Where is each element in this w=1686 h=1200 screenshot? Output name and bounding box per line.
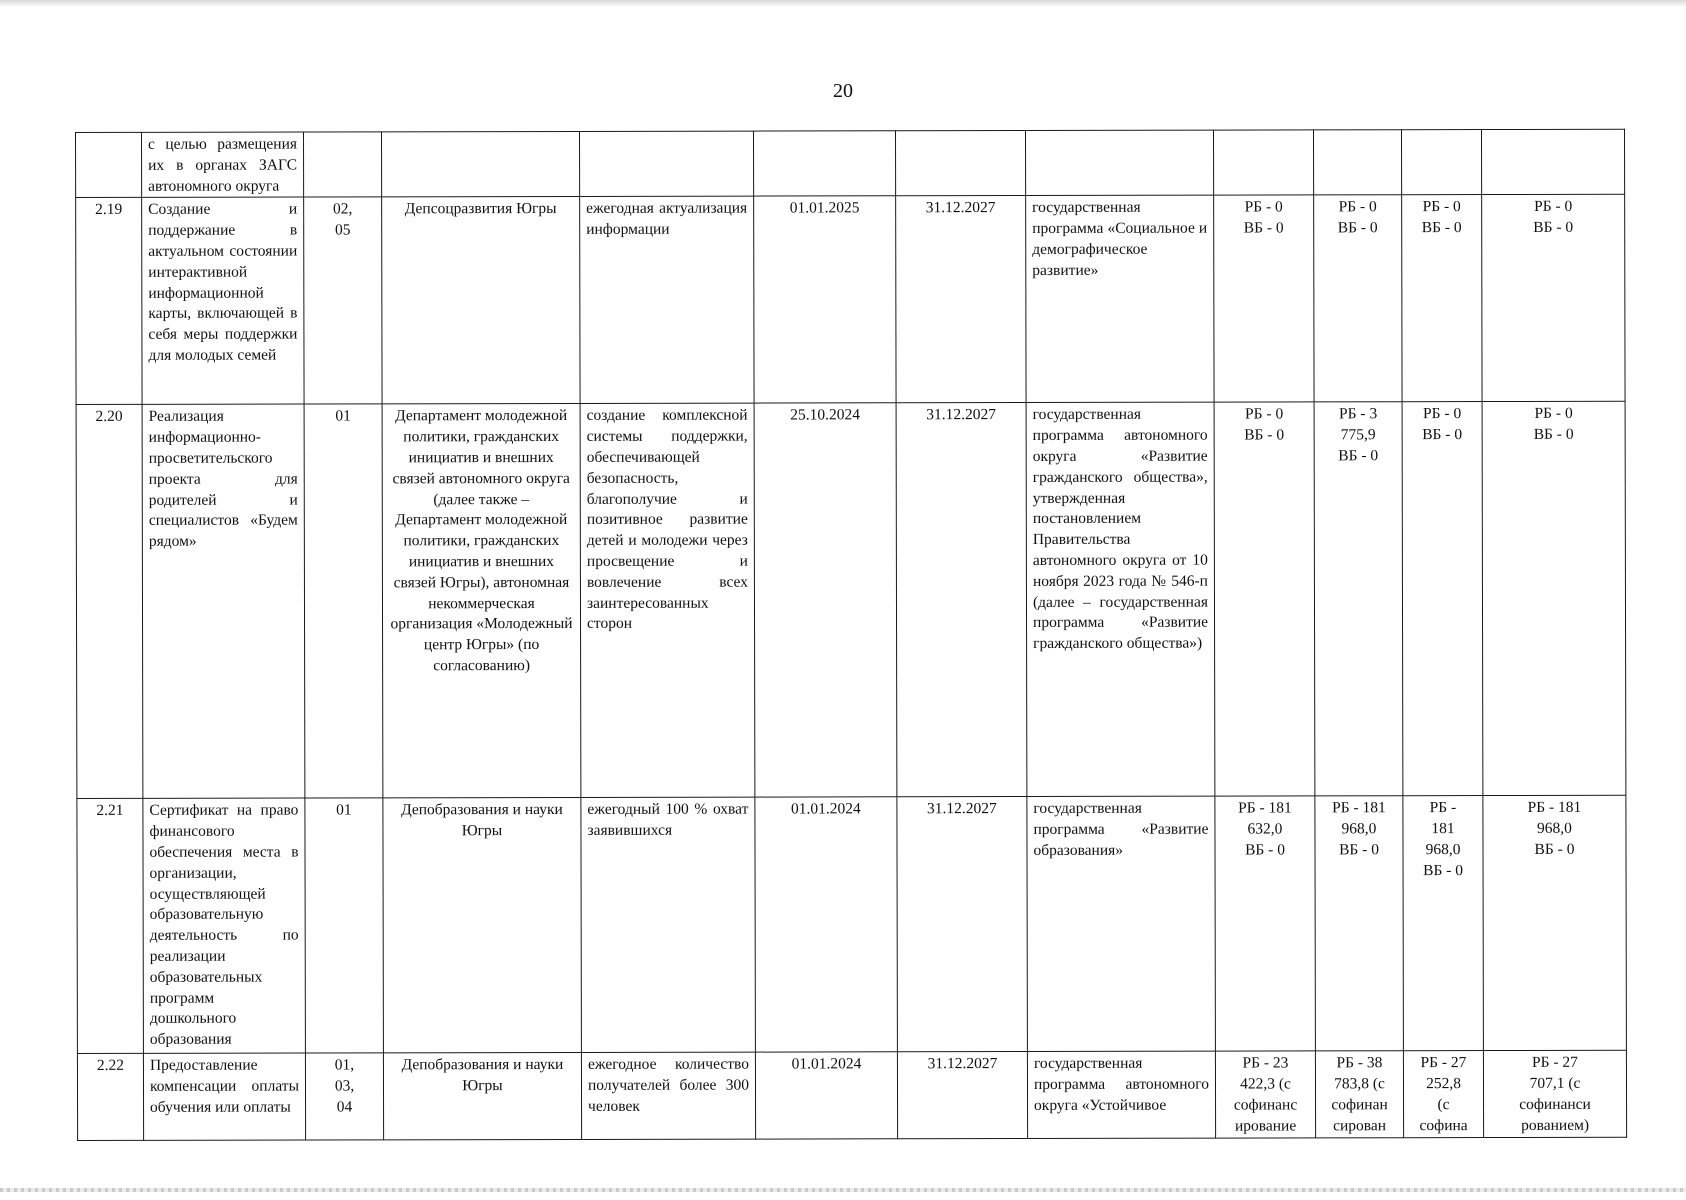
cell-funding-2 (1313, 130, 1401, 196)
cell-program (1025, 130, 1213, 196)
scan-edge-top (0, 0, 1686, 7)
cell-measure-name-text: Реализация информационно-просветительского проекта для родителей и специалистов «Будем рядом» (148, 408, 298, 551)
cell-funding-3 (1401, 130, 1481, 196)
cell-number-text: 2.19 (95, 201, 123, 219)
cell-end-date (896, 403, 1027, 797)
table-row (76, 129, 1625, 198)
cell-funding-4 (1483, 796, 1627, 1051)
cell-task-code-text: 01, 03, 04 (334, 1056, 355, 1116)
cell-executor-text: Департамент молодежной политики, гражданских инициатив и внешних связей автономного округа (далее также – Департамент молодежной политики, гражданских инициатив и внешних связей Югры), автономная некоммерческая организация «Молодежный центр Югры» (по согласованию) (390, 407, 573, 675)
table-row (77, 1051, 1626, 1140)
cell-executor (382, 131, 580, 197)
cell-funding-2-text: РБ - 38 783,8 (с софинан сирован (1331, 1054, 1388, 1135)
cell-funding-4-text: РБ - 181 968,0 ВБ - 0 (1527, 799, 1582, 858)
cell-expected-result (581, 1052, 755, 1139)
cell-funding-4-text: РБ - 0 ВБ - 0 (1533, 405, 1574, 444)
cell-expected-result-text: ежегодный 100 % охват заявившихся (587, 800, 749, 840)
cell-funding-4 (1481, 129, 1624, 195)
cell-funding-1-text: РБ - 0 ВБ - 0 (1244, 405, 1285, 444)
cell-funding-3-text: РБ - 0 ВБ - 0 (1421, 198, 1462, 237)
table-row (77, 796, 1627, 1054)
cell-end-date (895, 131, 1025, 197)
cell-funding-2 (1314, 195, 1402, 402)
table-row (76, 402, 1626, 799)
cell-funding-3-text: РБ - 181 968,0 ВБ - 0 (1423, 799, 1464, 879)
page-number: 20 (833, 80, 853, 102)
cell-expected-result-text: ежегодная актуализация информации (586, 199, 748, 239)
cell-start-date (754, 403, 897, 797)
cell-number-text: 2.21 (96, 802, 124, 820)
cell-end-date-text: 31.12.2027 (925, 199, 996, 217)
cell-number-text: 2.20 (95, 408, 123, 426)
cell-number (76, 198, 142, 405)
cell-funding-1 (1215, 796, 1316, 1051)
cell-task-code-text: 01 (336, 801, 352, 819)
cell-program (1026, 403, 1215, 797)
cell-funding-4 (1483, 1051, 1626, 1137)
cell-start-date-text: 25.10.2024 (790, 406, 860, 424)
cell-funding-4-text: РБ - 27 707,1 (с софинанси рованием) (1519, 1054, 1591, 1134)
cell-task-code-text: 01 (335, 407, 351, 425)
cell-task-code (304, 404, 383, 798)
cell-measure-name-text: с целью размещения их в органах ЗАГС автономного округа (148, 135, 298, 195)
cell-end-date-text: 31.12.2027 (927, 1055, 998, 1073)
cell-task-code-text: 02, 05 (332, 200, 353, 239)
cell-measure-name (142, 132, 304, 198)
cell-measure-name-text: Создание и поддержание в актуальном состоянии интерактивной информационной карты, включающей в себя меры поддержки для молодых семей (148, 200, 298, 364)
cell-funding-1 (1213, 130, 1313, 196)
cell-funding-1 (1215, 1051, 1315, 1137)
cell-program (1027, 797, 1216, 1052)
cell-executor (382, 404, 581, 798)
cell-funding-2-text: РБ - 0 ВБ - 0 (1337, 198, 1378, 237)
cell-executor-text: Депсоцразвития Югры (404, 200, 557, 218)
cell-measure-name-text: Сертификат на право финансового обеспечения места в организации, осуществляющей образовательную деятельность по реализации образовательных программ дошкольного образования (149, 801, 299, 1049)
cell-expected-result (580, 403, 755, 797)
cell-measure-name-text: Предоставление компенсации оплаты обучения или оплаты (149, 1057, 300, 1116)
cell-end-date (896, 196, 1026, 403)
cell-start-date-text: 01.01.2024 (791, 1055, 862, 1073)
cell-funding-3 (1402, 195, 1482, 402)
cell-executor-text: Депобразования и науки Югры (401, 801, 563, 840)
cell-funding-1-text: РБ - 0 ВБ - 0 (1243, 198, 1284, 237)
cell-end-date-text: 31.12.2027 (926, 406, 996, 424)
cell-start-date (755, 1052, 897, 1138)
cell-funding-1-text: РБ - 23 422,3 (с софинанс ирование (1233, 1054, 1298, 1135)
table-row (76, 195, 1625, 405)
cell-expected-result (581, 797, 756, 1052)
cell-number (76, 405, 143, 799)
cell-executor (383, 1053, 581, 1140)
cell-measure-name (143, 1053, 305, 1140)
cell-funding-2-text: РБ - 3 775,9 ВБ - 0 (1338, 405, 1379, 465)
cell-expected-result-text: ежегодное количество получателей более 300 человек (587, 1055, 750, 1115)
cell-end-date-text: 31.12.2027 (927, 800, 997, 818)
cell-program-text: государственная программа «Социальное и демографическое развитие» (1032, 199, 1208, 279)
cell-program (1027, 1052, 1215, 1139)
cell-number (77, 799, 144, 1054)
cell-number (76, 132, 142, 198)
cell-funding-3-text: РБ - 0 ВБ - 0 (1422, 405, 1463, 444)
cell-end-date (897, 1052, 1027, 1138)
cell-executor (383, 798, 582, 1053)
cell-number-text: 2.22 (96, 1057, 125, 1075)
cell-executor-text: Депобразования и науки Югры (401, 1056, 564, 1095)
cell-funding-3 (1403, 796, 1484, 1051)
cell-start-date (753, 131, 895, 197)
cell-task-code (304, 132, 382, 198)
cell-funding-1 (1214, 195, 1314, 402)
cell-measure-name (142, 404, 305, 798)
cell-funding-4 (1482, 402, 1626, 796)
cell-expected-result-text: создание комплексной системы поддержки, обеспечивающей безопасность, благополучие и позитивное развитие детей и молодежи через просвещение и вовлечение всех заинтересованных сторон (586, 406, 748, 633)
cell-program-text: государственная программа автономного округа «Устойчивое (1033, 1055, 1210, 1114)
cell-funding-3 (1403, 1051, 1483, 1137)
cell-start-date-text: 01.01.2025 (789, 199, 860, 217)
cell-funding-2 (1315, 1051, 1403, 1137)
cell-start-date (754, 196, 896, 403)
cell-measure-name (142, 197, 304, 404)
cell-task-code (305, 1053, 383, 1139)
cell-expected-result (580, 196, 754, 403)
table-body (76, 129, 1627, 1140)
cell-program-text: государственная программа «Развитие образования» (1033, 800, 1209, 859)
scan-edge-bottom (0, 1188, 1686, 1192)
cell-funding-4 (1482, 195, 1625, 402)
cell-funding-2 (1315, 796, 1404, 1051)
cell-task-code (304, 197, 382, 404)
cell-funding-2 (1314, 402, 1403, 796)
cell-start-date (755, 797, 898, 1052)
cell-funding-1 (1214, 402, 1315, 796)
cell-program (1026, 196, 1214, 403)
cell-funding-3 (1402, 402, 1483, 796)
cell-executor (382, 197, 580, 404)
measures-table (75, 129, 1627, 1141)
cell-funding-3-text: РБ - 27 252,8 (с софина (1419, 1054, 1468, 1134)
cell-number (77, 1054, 143, 1140)
cell-end-date (897, 797, 1028, 1052)
cell-task-code (305, 798, 384, 1053)
cell-measure-name (143, 798, 306, 1053)
cell-program-text: государственная программа автономного округа «Развитие гражданского общества», утвержденная постановлением Правительства автономного округа от 10 ноября 2023 года № 546-п (далее – государственная программа «Развитие гражданского общества») (1032, 406, 1209, 653)
cell-expected-result (579, 131, 753, 197)
cell-funding-4-text: РБ - 0 ВБ - 0 (1533, 198, 1574, 237)
cell-start-date-text: 01.01.2024 (791, 800, 861, 818)
cell-funding-1-text: РБ - 181 632,0 ВБ - 0 (1238, 799, 1292, 859)
cell-funding-2-text: РБ - 181 968,0 ВБ - 0 (1332, 799, 1386, 859)
